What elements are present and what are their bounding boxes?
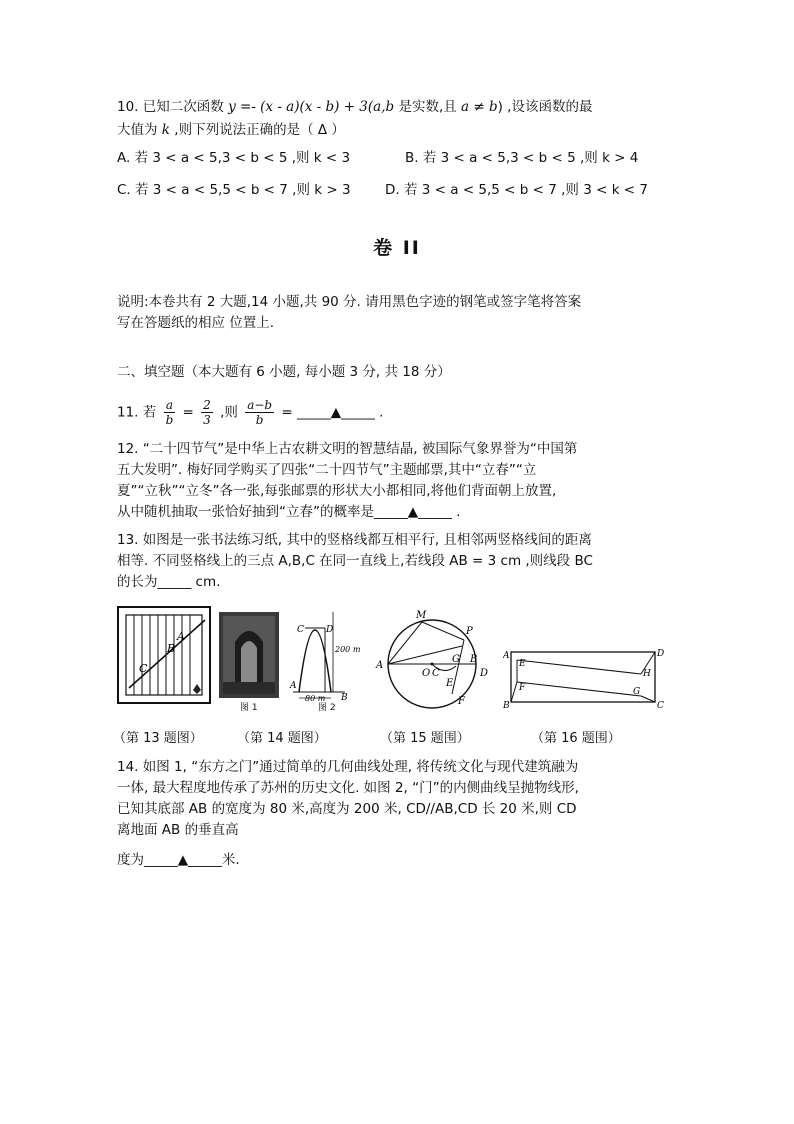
q10-text: 大值为 — [117, 122, 162, 138]
q10-text: ) ,设该函数的最 — [497, 99, 593, 115]
fraction-denominator: 3 — [203, 413, 211, 427]
fig16-point-d: D — [657, 649, 665, 659]
q12-line1: 12. “二十四节气”是中华上古农耕文明的智慧结晶, 被国际气象界誉为“中国第 — [117, 441, 578, 457]
fig16-caption: （第 16 题围） — [531, 731, 621, 746]
fig15-caption: （第 15 题围） — [380, 731, 470, 746]
fig13-point-c: C — [139, 662, 148, 675]
fraction-denominator: b — [165, 413, 174, 427]
fig15-point-m: M — [416, 610, 427, 621]
q13-line3: 的长为_____ cm. — [117, 574, 221, 590]
q10-text: ,则下列说法正确的是（ Δ ） — [169, 122, 345, 138]
instructions-line1: 说明:本卷共有 2 大题,14 小题,共 90 分. 请用黑色字迹的钢笔或签字笔将答案 — [117, 294, 582, 310]
section-title: 卷 II — [373, 237, 421, 259]
fig15-point-a: A — [376, 660, 384, 671]
q14-line5: 度为_____▲_____米. — [117, 852, 240, 868]
fraction-numerator: a — [164, 398, 176, 413]
q11-fraction-amb-b — [245, 398, 274, 427]
instructions-line2: 写在答题纸的相应 位置上. — [117, 315, 275, 331]
q11-equals: = — [182, 404, 194, 421]
q10-option-a: A. 若 3 < a < 5,3 < b < 5 ,则 k < 3 — [117, 150, 351, 166]
q12-line4: 从中随机抽取一张恰好抽到“立春”的概率是_____▲_____ . — [117, 504, 461, 520]
q10-line1 — [117, 97, 592, 117]
fig15-circle-diagram — [372, 606, 502, 710]
q12-line3: 夏”“立秋”“立冬”各一张,每张邮票的形状大小都相同,将他们背面朝上放置, — [117, 483, 557, 499]
fig14-width-label: 80 m — [305, 694, 326, 703]
fig14-photo-gate — [219, 612, 279, 698]
q10-k: k — [161, 122, 170, 138]
fig14-height-label: 200 m — [335, 645, 361, 654]
q10-function: y =- (x - a)(x - b) + 3(a,b — [228, 99, 395, 115]
part2-heading: 二、填空题（本大题有 6 小题, 每小题 3 分, 共 18 分） — [117, 364, 451, 380]
q11-text: 11. 若 — [117, 404, 157, 421]
q10-option-b: B. 若 3 < a < 5,3 < b < 5 ,则 k > 4 — [405, 150, 639, 166]
fig14-parabola-diagram — [285, 608, 365, 706]
q14-line1: 14. 如图 1, “东方之门”通过简单的几何曲线处理, 将传统文化与现代建筑融为 — [117, 759, 579, 775]
q11-answer-blank: = _____▲_____ . — [281, 404, 384, 421]
fig16-point-f: F — [519, 683, 526, 693]
fig16-point-a: A — [503, 651, 510, 661]
fraction-numerator: a−b — [247, 398, 273, 412]
fig16-point-e: E — [519, 659, 526, 669]
fig14-point-d: D — [326, 625, 334, 635]
fig16-point-h: H — [643, 669, 651, 679]
fig16-point-c: C — [657, 701, 664, 710]
q10-option-d: D. 若 3 < a < 5,5 < b < 7 ,则 3 < k < 7 — [385, 182, 648, 198]
fig16-point-b: B — [503, 701, 510, 710]
q13-line1: 13. 如图是一张书法练习纸, 其中的竖格线都互相平行, 且相邻两竖格线间的距离 — [117, 532, 592, 548]
fig15-point-b: B — [470, 654, 478, 665]
fig15-point-c: C — [432, 668, 440, 679]
q11-fraction-a-b — [164, 398, 176, 427]
fig14-label2: 图 2 — [318, 703, 336, 713]
q14-line2: 一体, 最大程度地传承了苏州的历史文化. 如图 2, “门”的内侧曲线呈抛物线形, — [117, 780, 579, 796]
fig13-point-b: B — [167, 642, 176, 655]
fig16-point-g: G — [633, 687, 641, 697]
fig15-point-p: P — [466, 626, 473, 637]
q10-text: 10. 已知二次函数 — [117, 99, 229, 115]
q10-text: 是实数,且 — [394, 99, 462, 115]
q11 — [117, 398, 383, 427]
fig15-point-o: O — [422, 668, 431, 679]
fig16-rectangle-diagram — [503, 646, 673, 710]
fig15-point-e: E — [446, 678, 454, 689]
q13-line2: 相等. 不同竖格线上的三点 A,B,C 在同一直线上,若线段 AB = 3 cm ,则线段 BC — [117, 553, 593, 569]
fig13-calligraphy-grid — [117, 606, 212, 706]
fraction-numerator: 2 — [203, 398, 211, 412]
fig13-caption: （第 13 题图） — [113, 731, 203, 746]
fig14-point-a: A — [290, 681, 297, 691]
fig13-point-a: A — [177, 630, 185, 643]
fig15-point-g: G — [452, 654, 460, 665]
fig15-point-f: F — [458, 696, 465, 707]
fig14-point-b: B — [341, 693, 348, 703]
fig15-point-d: D — [480, 668, 489, 679]
q14-line3: 已知其底部 AB 的宽度为 80 米,高度为 200 米, CD//AB,CD 长 20 米,则 CD — [117, 801, 577, 817]
q10-condition: a ≠ b — [461, 99, 498, 115]
fig14-label1: 图 1 — [240, 703, 258, 713]
fraction-denominator: b — [255, 413, 264, 427]
q10-option-c: C. 若 3 < a < 5,5 < b < 7 ,则 k > 3 — [117, 182, 351, 198]
q11-text: ,则 — [220, 404, 238, 421]
fig14-caption: （第 14 题图） — [237, 731, 327, 746]
q11-fraction-2-3 — [201, 398, 213, 427]
fig14-point-c: C — [297, 625, 304, 635]
q14-line4: 离地面 AB 的垂直高 — [117, 822, 239, 838]
q12-line2: 五大发明”. 梅好同学购买了四张“二十四节气”主题邮票,其中“立春”“立 — [117, 462, 537, 478]
q10-line2 — [117, 120, 345, 140]
